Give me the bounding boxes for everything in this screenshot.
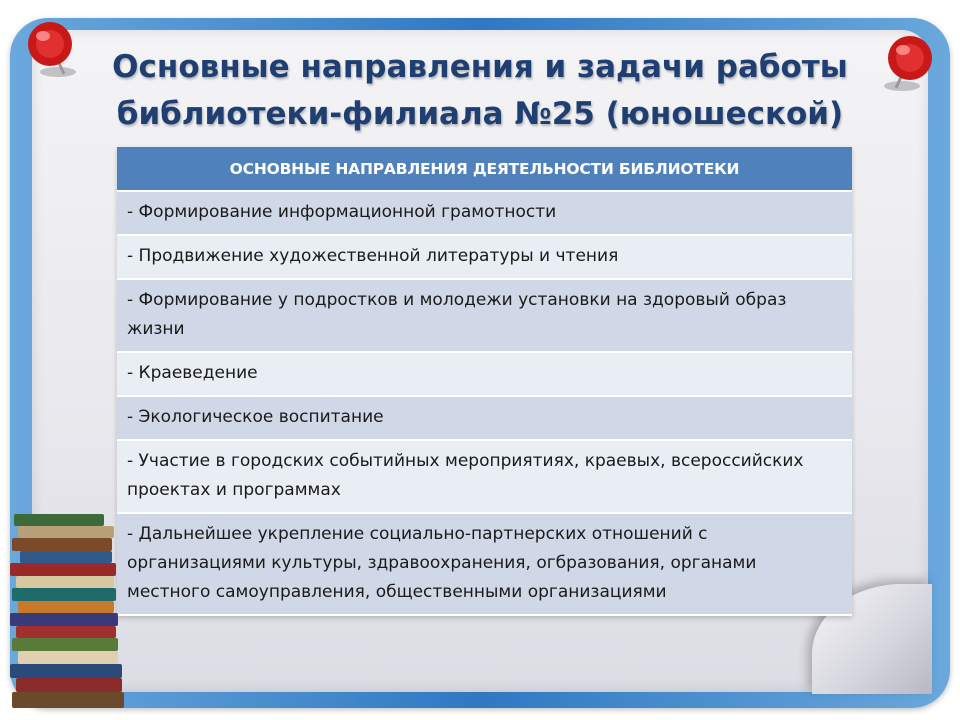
title-line-1: Основные направления и задачи работы: [112, 49, 848, 85]
table-cell: - Формирование у подростков и молодежи установки на здоровый образ жизни: [117, 279, 852, 352]
table-row: [117, 513, 852, 615]
table-cell: - Экологическое воспитание: [117, 396, 852, 440]
table-row: [117, 235, 852, 279]
table-header-row: [117, 147, 852, 191]
table-row: [117, 440, 852, 513]
book-stack-icon: [6, 508, 134, 712]
table-header: ОСНОВНЫЕ НАПРАВЛЕНИЯ ДЕЯТЕЛЬНОСТИ БИБЛИОТЕКИ: [117, 147, 852, 191]
table-row: [117, 279, 852, 352]
directions-table: [117, 147, 852, 616]
table-cell: - Формирование информационной грамотности: [117, 191, 852, 235]
slide-title: [60, 44, 900, 138]
table-cell: - Продвижение художественной литературы и чтения: [117, 235, 852, 279]
table-row: [117, 352, 852, 396]
table-row: [117, 191, 852, 235]
table-cell: - Участие в городских событийных мероприятиях, краевых, всероссийских проектах и программах: [117, 440, 852, 513]
table-row: [117, 396, 852, 440]
table-cell: - Дальнейшее укрепление социально-партнерских отношений с организациями культуры, здравоохранения, огбразования, органами местного самоуправления, общественными организациями: [117, 513, 852, 615]
title-line-2: библиотеки-филиала №25 (юношеской): [116, 96, 844, 132]
table-cell: - Краеведение: [117, 352, 852, 396]
